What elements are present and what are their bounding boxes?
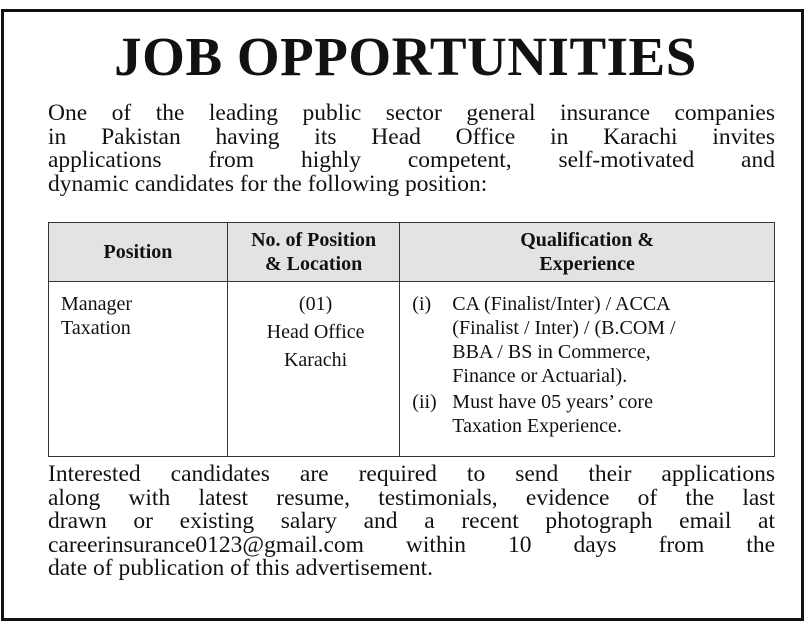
qualification-line: Must have 05 years’ core <box>452 391 653 413</box>
header-position: Position <box>49 223 228 282</box>
intro-line: dynamic candidates for the following position: <box>48 170 488 197</box>
location-line2: Karachi <box>283 349 348 371</box>
header-count-location <box>227 223 399 282</box>
position-line2: Taxation <box>61 317 131 339</box>
position-count: (01) <box>298 293 333 315</box>
header-qualification-line2: Experience <box>539 253 635 275</box>
outro-line: drawn or existing salary and a recent photograph email at <box>48 508 775 534</box>
cell-count-location <box>227 282 399 457</box>
cell-qualification <box>400 282 775 457</box>
qualification-text <box>452 390 766 438</box>
header-qualification <box>400 223 775 282</box>
location-line1: Head Office <box>266 321 365 343</box>
outro-line: careerinsurance0123@gmail.com within 10 days from the <box>48 531 775 558</box>
cell-position <box>49 282 228 457</box>
intro-line: applications from highly competent, self-motivated and <box>48 147 775 173</box>
qualification-line: Finance or Actuarial). <box>452 365 628 387</box>
ad-title: JOB OPPORTUNITIES <box>114 26 697 87</box>
intro-line: One of the leading public sector general insurance companies <box>48 100 775 126</box>
qualification-line: (Finalist / Inter) / (B.COM / <box>452 317 676 339</box>
outro-line: Interested candidates are required to send their applications <box>48 461 775 487</box>
positions-table <box>48 222 775 457</box>
qualification-text <box>452 292 766 388</box>
intro-line: in Pakistan having its Head Office in Karachi invites <box>48 123 775 150</box>
header-count-location-line2: & Location <box>264 253 363 275</box>
table-row <box>49 282 775 457</box>
qualification-item <box>412 292 766 388</box>
qualification-line: Taxation Experience. <box>452 415 622 437</box>
header-qualification-line1: Qualification & <box>520 229 655 251</box>
intro-paragraph <box>48 102 775 196</box>
qualification-line: BBA / BS in Commerce, <box>452 341 651 363</box>
qualification-line: CA (Finalist/Inter) / ACCA <box>452 293 671 315</box>
outro-paragraph <box>48 463 775 581</box>
outro-line: along with latest resume, testimonials, evidence of the last <box>48 484 775 511</box>
qualification-item <box>412 390 766 438</box>
position-line1: Manager <box>61 293 133 315</box>
header-count-location-line1: No. of Position <box>251 229 377 251</box>
outro-line: date of publication of this advertisement. <box>48 555 434 581</box>
table-header-row <box>49 223 775 282</box>
qualification-number: (i) <box>412 293 432 315</box>
qualification-number: (ii) <box>412 391 437 413</box>
